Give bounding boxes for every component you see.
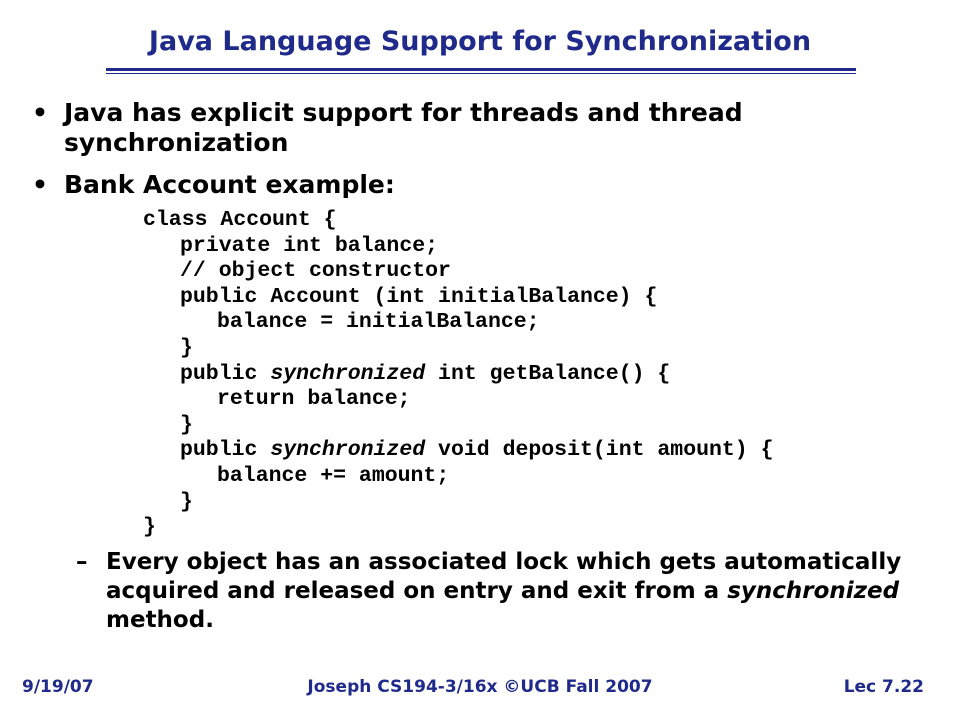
title-underline-thick — [106, 68, 856, 71]
code-keyword: synchronized — [270, 438, 426, 463]
sub-bullet-marker: – — [76, 549, 88, 575]
code-line: class Account { — [143, 208, 337, 232]
footer-date: 9/19/07 — [22, 677, 94, 697]
sub-bullet-emphasis: synchronized — [727, 578, 900, 604]
sub-bullet-text-part: method. — [106, 607, 214, 633]
code-text: int getBalance() { — [425, 361, 671, 386]
code-text: public — [180, 361, 271, 386]
code-line: } — [180, 335, 193, 360]
footer-lecture-number: Lec 7.22 — [843, 677, 924, 697]
code-line: public Account (int initialBalance) { — [180, 284, 658, 309]
code-line: } — [143, 515, 156, 540]
code-block — [143, 208, 774, 541]
footer-course: Joseph CS194-3/16x ©UCB Fall 2007 — [307, 677, 653, 697]
code-text: void deposit(int amount) { — [425, 438, 774, 463]
slide-title: Java Language Support for Synchronization — [148, 26, 812, 57]
code-line: // object constructor — [180, 259, 451, 284]
code-line: return balance; — [217, 387, 411, 412]
bullet-marker: • — [32, 170, 48, 199]
title-underline-thin — [106, 73, 856, 74]
code-line: balance = initialBalance; — [217, 310, 540, 335]
bullet-text: Java has explicit support for threads and thread synchronization — [64, 98, 743, 157]
code-line: balance += amount; — [217, 463, 450, 488]
code-text: public — [180, 438, 271, 463]
code-line: } — [180, 489, 193, 514]
code-line: } — [180, 412, 193, 437]
code-line — [143, 438, 774, 464]
bullet-text: Bank Account example: — [64, 170, 395, 199]
sub-bullet-text — [106, 548, 916, 635]
code-line — [143, 362, 774, 388]
sub-bullet-text-part: Every object has an associated lock which gets automatically acquired and released on entry and exit from a — [106, 549, 902, 604]
code-line: private int balance; — [180, 233, 439, 258]
bullet-marker: • — [32, 98, 48, 127]
code-keyword: synchronized — [270, 361, 426, 386]
